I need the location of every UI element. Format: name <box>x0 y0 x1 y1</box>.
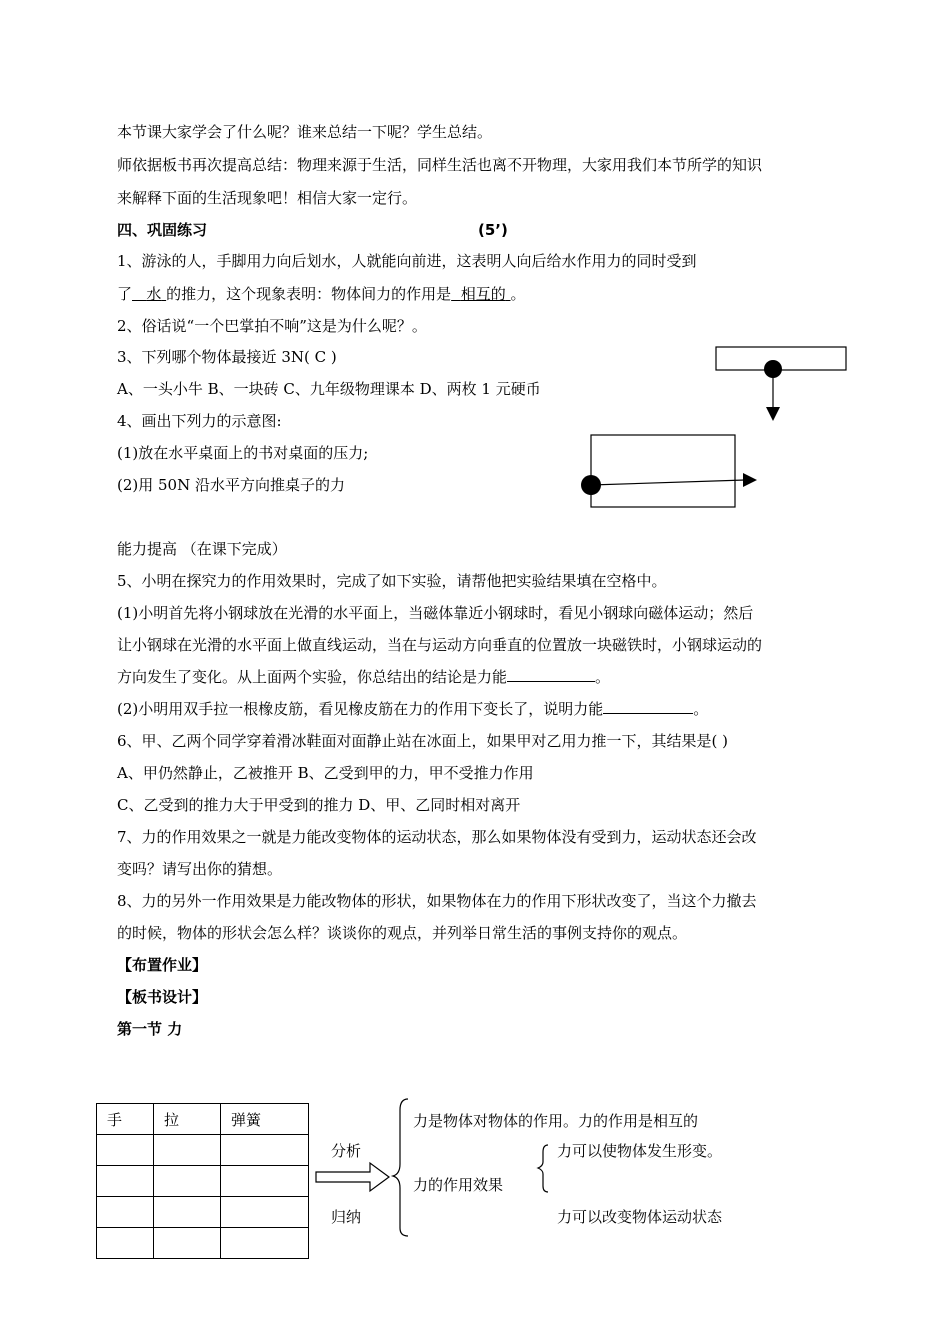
small-brace <box>538 1145 548 1192</box>
q1-prefix: 了 <box>117 285 133 303</box>
table-row <box>97 1166 309 1197</box>
question-4: 4、画出下列力的示意图: <box>117 412 282 430</box>
board-point-1: 力是物体对物体的作用。力的作用是相互的 <box>413 1112 699 1130</box>
table-header-hand: 手 <box>97 1104 154 1135</box>
big-brace <box>393 1099 408 1236</box>
practice-heading: 四、巩固练习 <box>117 221 208 239</box>
table-row <box>97 1104 309 1135</box>
arrow-head-down <box>766 407 780 421</box>
practice-time: (5’) <box>478 221 508 239</box>
lesson-title: 第一节 力 <box>117 1020 183 1038</box>
q1-end: 。 <box>510 285 526 303</box>
summary-line-3: 来解释下面的生活现象吧！相信大家一定行。 <box>117 189 418 207</box>
table-row <box>97 1228 309 1259</box>
question-6-options-ab: A、甲仍然静止，乙被推开 B、乙受到甲的力，甲不受推力作用 <box>117 764 534 782</box>
board-table <box>96 1103 309 1259</box>
question-8-line-1: 8、力的另外一作用效果是力能改物体的形状，如果物体在力的作用下形状改变了，当这个力撤去 <box>117 892 757 910</box>
table-header-pull: 拉 <box>154 1104 221 1135</box>
board-effect-motion: 力可以改变物体运动状态 <box>557 1208 723 1226</box>
question-2: 2、俗话说“一个巴掌拍不响”这是为什么呢？。 <box>117 317 427 335</box>
question-3: 3、下列哪个物体最接近 3N( C ) <box>117 348 337 366</box>
summary-line-1: 本节课大家学会了什么呢？谁来总结一下呢？学生总结。 <box>117 123 493 141</box>
question-6: 6、甲、乙两个同学穿着滑冰鞋面对面静止站在冰面上，如果甲对乙用力推一下，其结果是( ) <box>117 732 729 750</box>
question-3-options: A、一头小牛 B、一块砖 C、九年级物理课本 D、两枚 1 元硬币 <box>117 380 541 398</box>
summary-line-2: 师依据板书再次提高总结：物理来源于生活，同样生活也离不开物理，大家用我们本节所学的知识 <box>117 156 763 174</box>
question-4-part-1: (1)放在水平桌面上的书对桌面的压力; <box>117 444 369 462</box>
board-effect-deform: 力可以使物体发生形变。 <box>557 1142 723 1160</box>
q1-answer-mutual: 相互的 <box>460 285 506 303</box>
table-rectangle <box>591 435 735 507</box>
table-header-spring: 弹簧 <box>221 1104 309 1135</box>
question-5-1-line-1: (1)小明首先将小钢球放在光滑的水平面上，当磁体靠近小钢球时，看见小钢球向磁体运动；然后 <box>117 604 754 622</box>
induce-label: 归纳 <box>331 1208 362 1226</box>
table-row <box>97 1197 309 1228</box>
question-1-line-1: 1、游泳的人，手脚用力向后划水，人就能向前进，这表明人向后给水作用力的同时受到 <box>117 252 697 270</box>
question-5: 5、小明在探究力的作用效果时，完成了如下实验，请帮他把实验结果填在空格中。 <box>117 572 667 590</box>
board-design-heading: 【板书设计】 <box>117 988 208 1006</box>
q1-answer-water: 水 <box>146 285 162 303</box>
question-6-options-cd: C、乙受到的推力大于甲受到的推力 D、甲、乙同时相对离开 <box>117 796 521 814</box>
table-row <box>97 1135 309 1166</box>
hollow-arrow <box>316 1163 389 1191</box>
question-5-1-line-2: 让小钢球在光滑的水平面上做直线运动，当在与运动方向垂直的位置放一块磁铁时，小钢球运动的 <box>117 636 763 654</box>
board-effect-label: 力的作用效果 <box>413 1176 504 1194</box>
q1-middle: 的推力，这个现象表明：物体间力的作用是 <box>166 285 452 303</box>
extension-heading: 能力提高 （在课下完成） <box>117 540 287 558</box>
analyze-label: 分析 <box>331 1142 362 1160</box>
question-7-line-2: 变吗？请写出你的猜想。 <box>117 860 283 878</box>
question-5-2: (2)小明用双手拉一根橡皮筋，看见橡皮筋在力的作用下变长了，说明力能 。 <box>117 700 709 718</box>
question-8-line-2: 的时候，物体的形状会怎么样？谈谈你的观点，并列举日常生活的事例支持你的观点。 <box>117 924 688 942</box>
homework-heading: 【布置作业】 <box>117 956 208 974</box>
push-force-arrow <box>591 480 745 485</box>
question-4-part-2: (2)用 50N 沿水平方向推桌子的力 <box>117 476 345 494</box>
question-5-1-line-3: 方向发生了变化。从上面两个实验，你总结出的结论是力能 。 <box>117 668 611 686</box>
question-7-line-1: 7、力的作用效果之一就是力能改变物体的运动状态，那么如果物体没有受到力，运动状态还会改 <box>117 828 757 846</box>
arrow-head-right <box>743 473 757 487</box>
